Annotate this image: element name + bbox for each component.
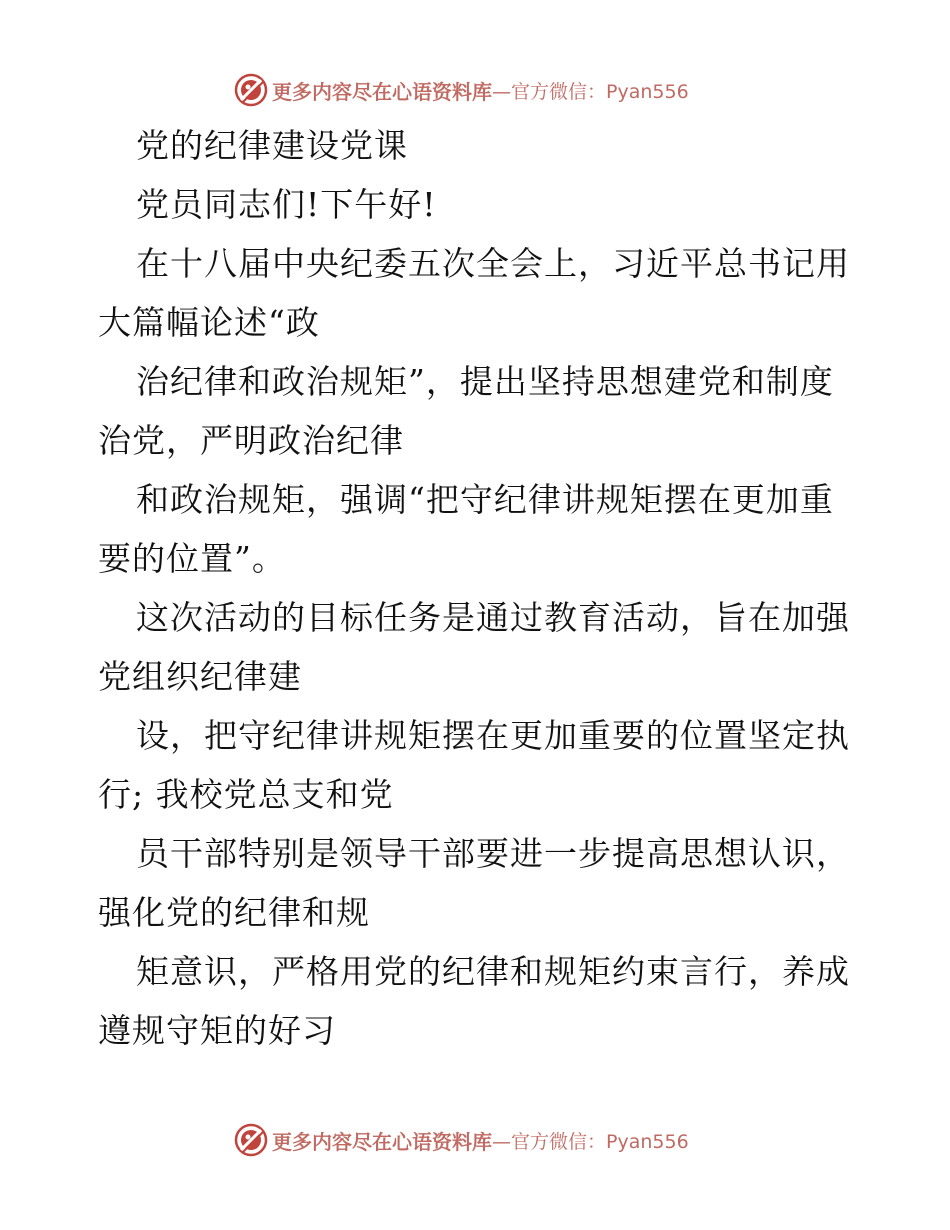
paragraph-line: 大篇幅论述“政 (98, 303, 320, 342)
paragraph-line: 员干部特别是领导干部要进一步提高思想认识， (136, 834, 850, 873)
document-title: 党的纪律建设党课 (136, 126, 408, 165)
paragraph-line: 治党，严明政治纪律 (98, 421, 404, 460)
paragraph-line: 党组织纪律建 (98, 657, 302, 696)
banner-wechat-text: —官方微信：Pyan556 (492, 1130, 689, 1153)
paragraph-line: 强化党的纪律和规 (98, 893, 370, 932)
banner-wechat-text: —官方微信：Pyan556 (492, 80, 689, 103)
paragraph-line: 行; 我校党总支和党 (98, 775, 394, 814)
banner-brand-text: 更多内容尽在心语资料库 (272, 1129, 492, 1154)
paragraph-line: 遵规守矩的好习 (98, 1011, 336, 1050)
footer-banner (234, 1122, 689, 1158)
paragraph-line: 设，把守纪律讲规矩摆在更加重要的位置坚定执 (136, 716, 850, 755)
paragraph-line: 要的位置”。 (98, 539, 286, 578)
paragraph-line: 矩意识，严格用党的纪律和规矩约束言行，养成 (136, 952, 850, 991)
paragraph-line: 这次活动的目标任务是通过教育活动，旨在加强 (136, 598, 850, 637)
paragraph-line: 和政治规矩，强调“把守纪律讲规矩摆在更加重 (136, 480, 834, 519)
paragraph-line: 在十八届中央纪委五次全会上，习近平总书记用 (136, 244, 850, 283)
banner-brand-text: 更多内容尽在心语资料库 (272, 79, 492, 104)
paragraph-line: 治纪律和政治规矩”，提出坚持思想建党和制度 (136, 362, 834, 401)
pen-logo-icon (234, 1123, 268, 1157)
greeting-line: 党员同志们!下午好! (136, 185, 437, 224)
